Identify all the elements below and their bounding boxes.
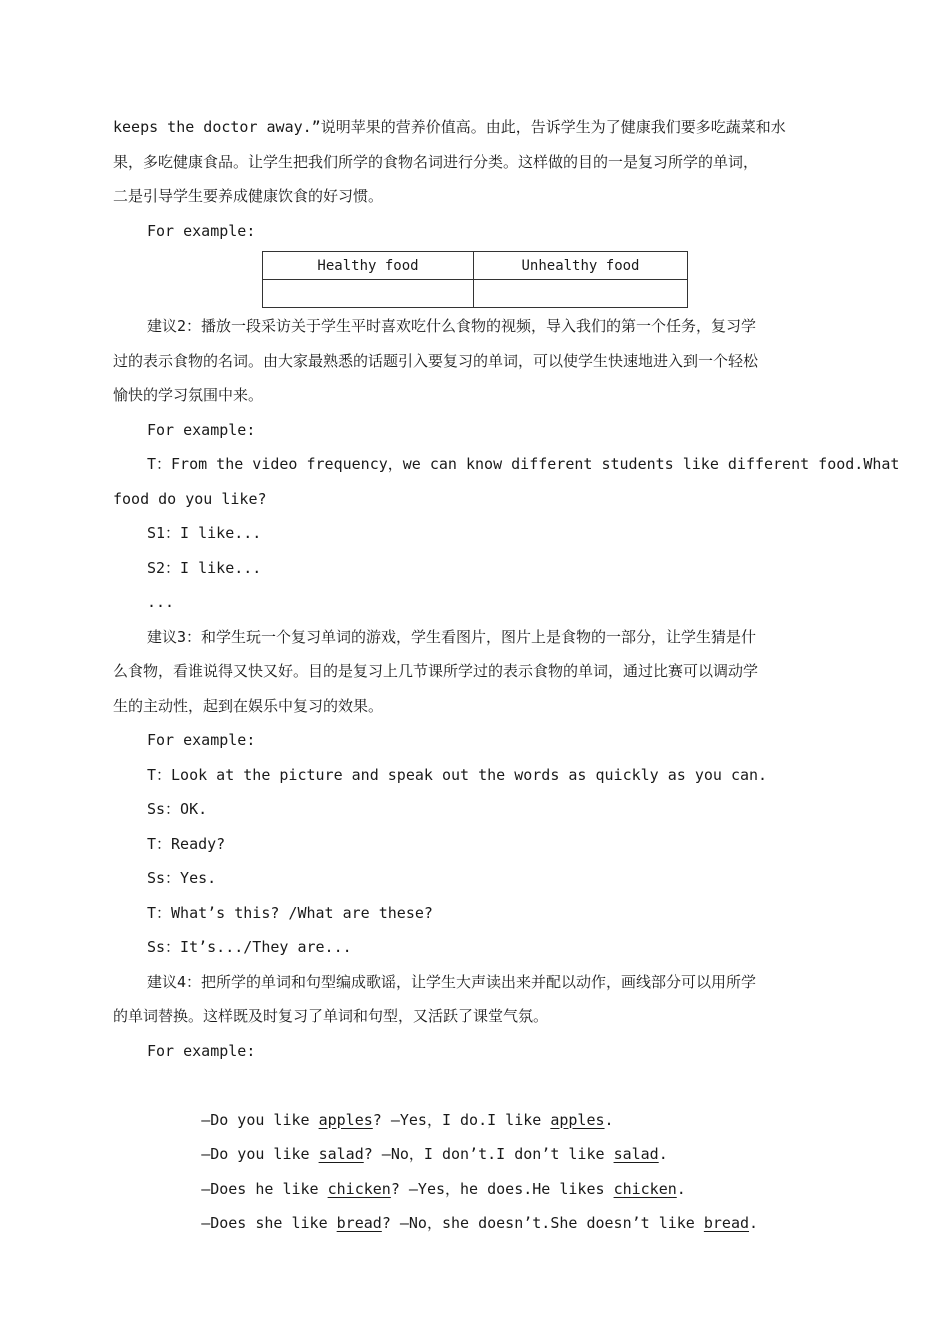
- dialog-line: Ss：Yes.: [147, 869, 217, 887]
- suggestion-line: 生的主动性，起到在娱乐中复习的效果。: [113, 696, 384, 715]
- header-unhealthy-food: Unhealthy food: [474, 252, 688, 280]
- chant-text: ? —No，she doesn’t.She doesn’t like: [381, 1214, 704, 1232]
- underlined-word: bread: [336, 1214, 382, 1232]
- dialog-line: T：Ready?: [147, 834, 226, 853]
- underlined-word: apples: [318, 1110, 373, 1129]
- chant-line: [113, 1068, 838, 1129]
- chant-text: .: [658, 1145, 668, 1163]
- suggestion-line: 建议3：和学生玩一个复习单词的游戏，学生看图片，图片上是食物的一部分，让学生猜是什: [147, 627, 757, 646]
- chant-text: —Do you like: [201, 1145, 319, 1163]
- suggestion-line: 的单词替换。这样既及时复习了单词和句型，又活跃了课堂气氛。: [113, 1007, 549, 1025]
- example-label: For example:: [147, 221, 256, 240]
- header-healthy-food: Healthy food: [263, 252, 474, 280]
- chant-text: ? —No，I don’t.I don’t like: [363, 1145, 614, 1163]
- dialog-line: T：Look at the picture and speak out the words as quickly as you can.: [147, 765, 768, 784]
- chant-text: —Does she like: [201, 1214, 337, 1232]
- chant-text: —Do you like: [201, 1110, 319, 1129]
- suggestion-line: 愉快的学习氛围中来。: [113, 386, 264, 404]
- chant-text: —Does he like: [201, 1179, 328, 1198]
- chant-text: ? —Yes，I do.I like: [372, 1110, 551, 1129]
- dialog-line: Ss：OK.: [147, 800, 208, 818]
- dialog-line: Ss：It’s.../They are...: [147, 938, 352, 956]
- table-cell-empty: [474, 280, 688, 308]
- dialog-line: food do you like?: [113, 489, 267, 508]
- suggestion-line: 么食物，看谁说得又快又好。目的是复习上几节课所学过的表示食物的单词，通过比赛可以调动学: [113, 662, 759, 680]
- chant-text: .: [749, 1214, 759, 1232]
- suggestion-line: 过的表示食物的名词。由大家最熟悉的话题引入要复习的单词，可以使学生快速地进入到一个轻松: [113, 351, 759, 370]
- paragraph-line: 二是引导学生要养成健康饮食的好习惯。: [113, 187, 384, 205]
- underlined-word: salad: [613, 1145, 659, 1163]
- paragraph-line: keeps the doctor away.”说明苹果的营养价值高。由此，告诉学生为了健康我们要多吃蔬菜和水: [113, 118, 786, 136]
- dialog-line: S1：I like...: [147, 524, 262, 542]
- table-header-row: [263, 252, 688, 280]
- dialog-line: T：What’s this? /What are these?: [147, 903, 433, 922]
- underlined-word: chicken: [327, 1179, 391, 1198]
- dialog-line: ...: [147, 593, 175, 611]
- document-page: [113, 110, 900, 1232]
- food-category-table: [262, 251, 688, 308]
- table-cell-empty: [263, 280, 474, 308]
- paragraph-line: 果，多吃健康食品。让学生把我们所学的食物名词进行分类。这样做的目的一是复习所学的单词，: [113, 152, 759, 171]
- underlined-word: apples: [550, 1110, 605, 1129]
- underlined-word: chicken: [613, 1179, 677, 1198]
- table-row: [263, 280, 688, 308]
- suggestion-line: 建议2：播放一段采访关于学生平时喜欢吃什么食物的视频，导入我们的第一个任务，复习学: [147, 317, 757, 335]
- suggestion-line: 建议4：把所学的单词和句型编成歌谣，让学生大声读出来并配以动作，画线部分可以用所学: [147, 972, 757, 991]
- example-label: For example:: [147, 731, 256, 749]
- example-label: For example:: [147, 420, 256, 439]
- dialog-line: S2：I like...: [147, 558, 262, 577]
- underlined-word: salad: [318, 1145, 364, 1163]
- underlined-word: bread: [703, 1214, 750, 1232]
- chant-text: .: [604, 1110, 614, 1129]
- dialog-line: T：From the video frequency，we can know different students like different food.What: [147, 455, 900, 473]
- chant-text: ? —Yes，he does.He likes: [390, 1179, 614, 1198]
- chant-text: .: [676, 1179, 686, 1198]
- example-label: For example:: [147, 1041, 256, 1060]
